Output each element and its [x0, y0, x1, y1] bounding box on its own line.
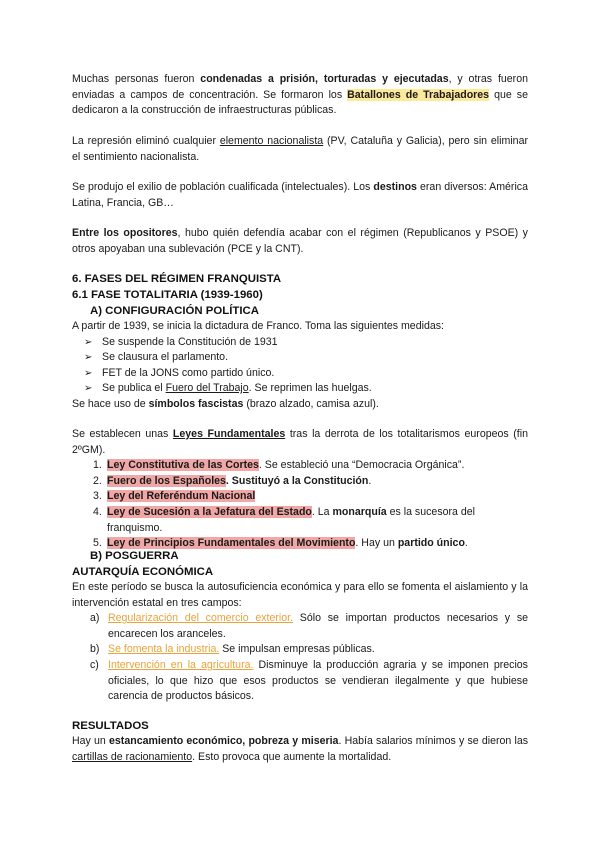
text: . Se estableció una “Democracia Orgánica”. — [258, 459, 465, 472]
configuracion-section — [72, 319, 528, 413]
list-number: 1. — [93, 459, 102, 472]
text: , hubo quién defendía acabar con el régimen (Republicanos y PSOE) y otros apoyaban una sublevación (PCE y la CNT). — [72, 227, 528, 255]
text: , y otras fueron enviadas a campos de concentración. Se formaron los — [72, 73, 528, 101]
text: . Esto provoca que aumente la mortalidad. — [192, 750, 392, 763]
paragraph-represion — [72, 72, 528, 119]
text: Se impulsan empresas públicas. — [219, 643, 375, 656]
list-number: 3. — [93, 490, 102, 503]
list-number: 5. — [93, 537, 102, 550]
text: Se hace uso de — [72, 397, 149, 410]
medidas-list — [72, 335, 528, 397]
list-item — [72, 611, 528, 642]
leyes-list — [72, 458, 528, 552]
posguerra-section — [72, 548, 528, 705]
list-item — [84, 350, 528, 366]
heading-autarquia: AUTARQUÍA ECONÓMICA — [72, 566, 214, 578]
highlight-red-text: Ley de Sucesión a la Jefatura del Estado — [107, 505, 312, 518]
heading-fases: 6. FASES DEL RÉGIMEN FRANQUISTA — [72, 273, 282, 285]
heading-fase-totalitaria: 6.1 FASE TOTALITARIA (1939-1960) — [72, 289, 263, 301]
list-item — [93, 505, 528, 536]
autarquia-list — [72, 611, 528, 705]
highlight-red-text: Fuero de los Españoles — [107, 474, 226, 487]
text: es la sucesora del franquismo. — [107, 505, 476, 534]
paragraph-exilio — [72, 180, 528, 211]
list-item — [84, 366, 528, 382]
list-number: 2. — [93, 474, 102, 487]
list-item-text: Se clausura el parlamento. — [102, 351, 229, 364]
arrow-bullet-icon: ➢ — [84, 352, 93, 364]
text: . — [464, 537, 468, 550]
heading-resultados: RESULTADOS — [72, 720, 149, 732]
autarquia-intro: En este período se busca la autosuficiencia económica y para ello se fomenta el aislamiento y la intervención estatal en tres campos: — [72, 581, 528, 609]
leyes-intro — [72, 427, 528, 458]
text: Se establecen unas — [72, 428, 173, 440]
highlight-red-text: Ley del Referéndum Nacional — [107, 490, 256, 503]
orange-underlined-text: Regularización del comercio exterior. — [108, 612, 294, 625]
text: (PV, Cataluña y Galicia), pero sin eliminar el sentimiento nacionalista. — [72, 135, 528, 163]
bold-text: monarquía — [332, 505, 387, 518]
orange-underlined-text: Se fomenta la industria. — [108, 643, 220, 656]
highlight-yellow-text: Batallones de Trabajadores — [347, 88, 490, 101]
simbolos-text — [72, 397, 528, 413]
configuracion-intro: A partir de 1939, se inicia la dictadura de Franco. Toma las siguientes medidas: — [72, 320, 444, 332]
bold-text: . Sustituyó a la Constitución — [225, 474, 369, 487]
resultados-section — [72, 718, 528, 765]
text: tras la derrota de los totalitarismos europeos (fin 2ºGM). — [72, 428, 528, 456]
list-item — [84, 381, 528, 397]
arrow-bullet-icon: ➢ — [84, 383, 93, 395]
text: . Había salarios mínimos y se dieron las — [338, 735, 529, 747]
bold-underlined-text: Leyes Fundamentales — [172, 428, 286, 440]
list-item — [93, 458, 528, 474]
text: que se dedicaron a la construcción de infraestructuras públicas. — [72, 88, 528, 117]
arrow-bullet-icon: ➢ — [84, 336, 93, 348]
list-item — [84, 335, 528, 351]
highlight-red-text: Ley de Principios Fundamentales del Movimiento — [107, 537, 356, 550]
list-item — [72, 658, 528, 705]
bold-text: estancamiento económico, pobreza y miseria — [109, 735, 339, 747]
text: Se produjo el exilio de población cualificada (intelectuales). Los — [72, 181, 374, 193]
paragraph-nacionalismo — [72, 134, 528, 165]
text: Sólo se importan productos necesarios y se encarecen los aranceles. — [108, 612, 529, 640]
text: Hay un — [72, 735, 110, 747]
underlined-text: elemento nacionalista — [219, 135, 324, 147]
text: . — [368, 474, 372, 487]
heading-configuracion: A) CONFIGURACIÓN POLÍTICA — [90, 305, 259, 317]
list-letter: b) — [90, 643, 100, 656]
bold-text: condenadas a prisión, torturadas y ejecutadas — [200, 73, 449, 85]
text: Disminuye la producción agraria y se imponen precios oficiales, lo que hizo que esos productos se vendieran ilegalmente y que hubiese carencia de productos básicos. — [108, 658, 528, 703]
text: Muchas personas fueron — [72, 73, 201, 85]
resultados-text — [72, 734, 528, 765]
list-item-text: FET de la JONS como partido único. — [102, 366, 275, 379]
text: (brazo alzado, camisa azul). — [243, 397, 379, 410]
text: eran diversos: América Latina, Francia, GB… — [72, 181, 528, 209]
bold-text: símbolos fascistas — [148, 397, 244, 410]
list-letter: c) — [90, 658, 99, 671]
bold-text: destinos — [373, 181, 417, 193]
list-item-text: Se suspende la Constitución de 1931 — [102, 335, 278, 348]
section-heading-group — [72, 271, 528, 319]
bold-text: partido único — [397, 537, 465, 550]
text: . La — [311, 505, 333, 518]
underlined-text: Fuero del Trabajo — [165, 382, 249, 395]
text: . Hay un — [355, 537, 398, 550]
bold-text: Entre los opositores — [72, 227, 178, 239]
list-item — [72, 642, 528, 658]
list-number: 4. — [93, 505, 102, 518]
list-letter: a) — [90, 612, 100, 625]
leyes-section — [72, 427, 528, 552]
list-item-text: Se publica el — [102, 382, 166, 395]
list-item — [93, 489, 528, 505]
heading-posguerra: B) POSGUERRA — [90, 550, 179, 562]
paragraph-opositores — [72, 226, 528, 257]
text: La represión eliminó cualquier — [72, 135, 220, 147]
list-item-text: . Se reprimen las huelgas. — [248, 382, 372, 395]
orange-underlined-text: Intervención en la agricultura. — [108, 658, 254, 671]
underlined-text: cartillas de racionamiento — [72, 750, 193, 763]
arrow-bullet-icon: ➢ — [84, 367, 93, 379]
highlight-red-text: Ley Constitutiva de las Cortes — [107, 459, 259, 472]
list-item — [93, 474, 528, 490]
